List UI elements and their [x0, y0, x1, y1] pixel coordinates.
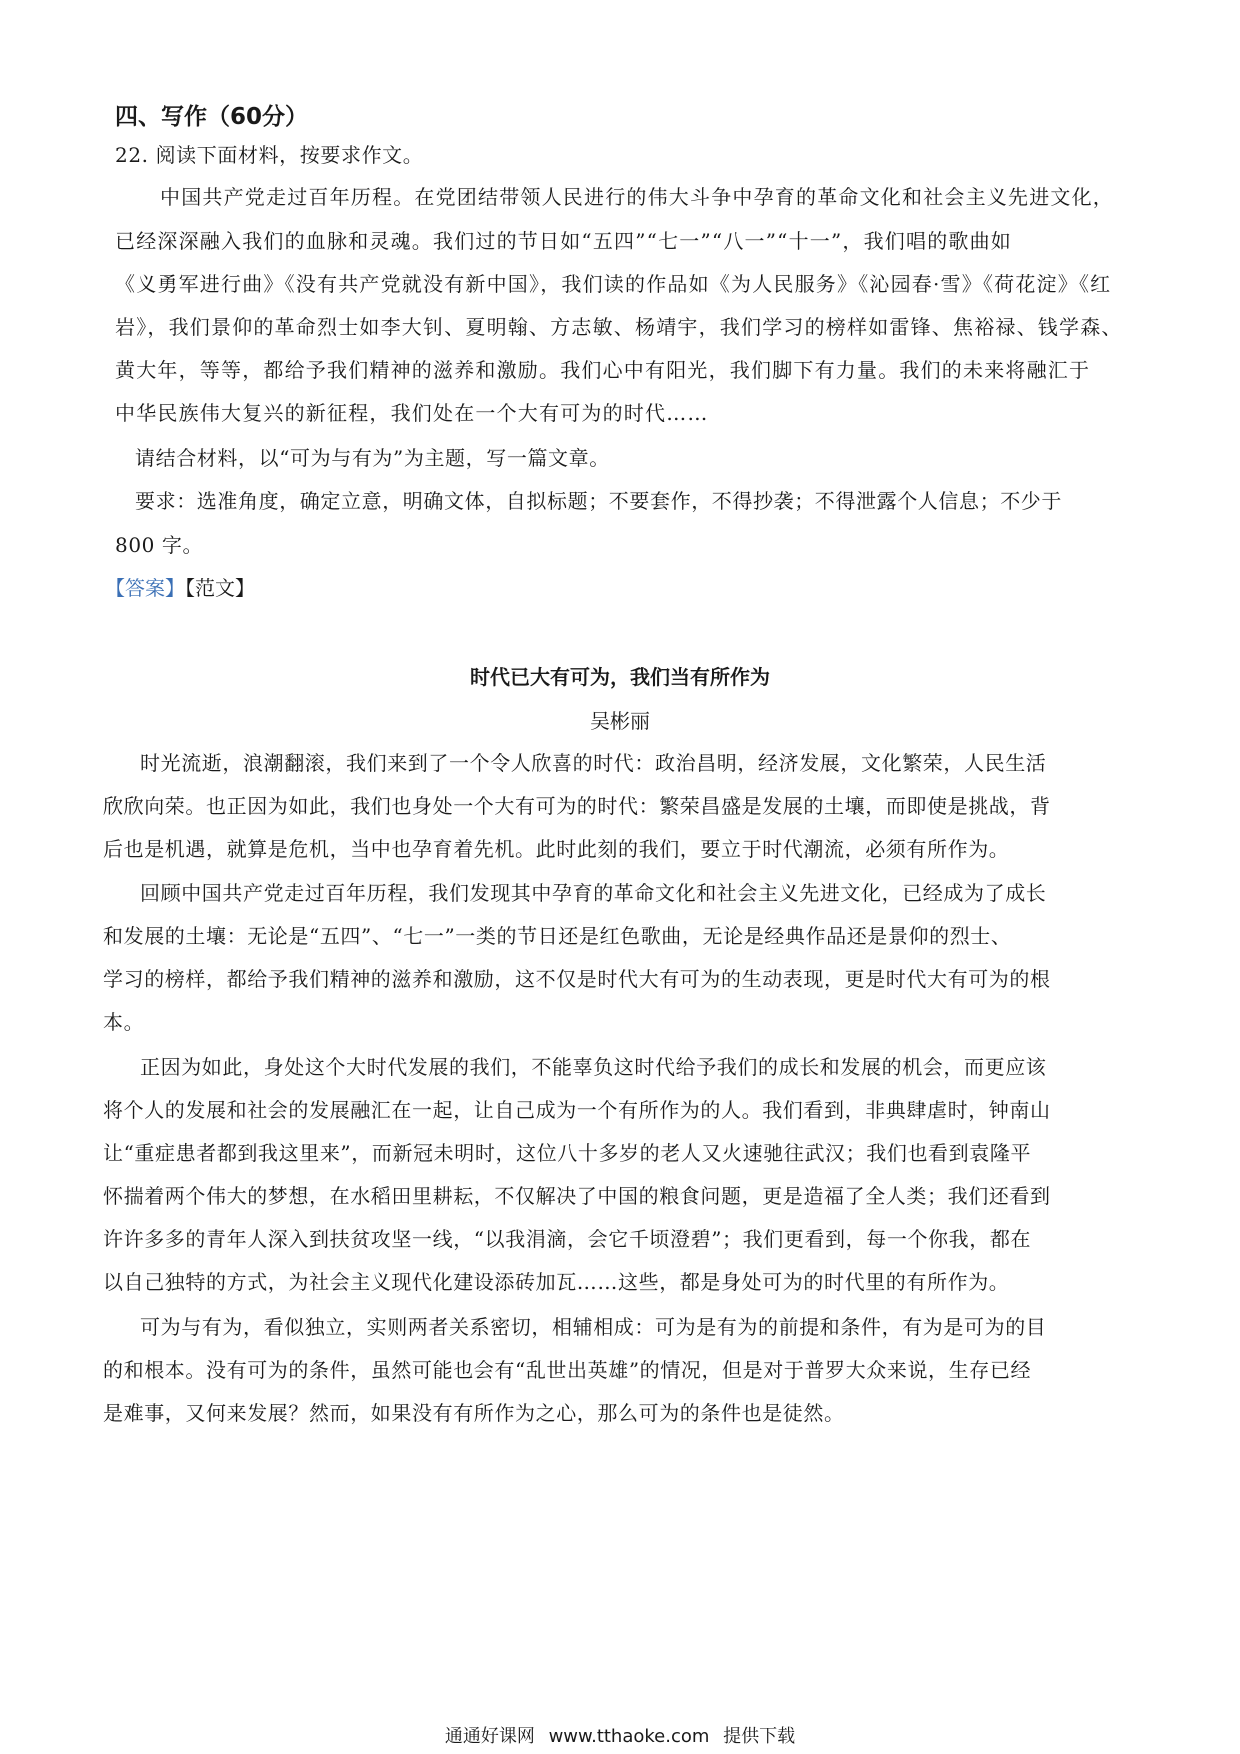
essay-line: 让“重症患者都到我这里来”，而新冠未明时，这位八十多岁的老人又火速驰往武汉；我们也看到袁隆平	[103, 1141, 1032, 1165]
footer-site-name: 通通好课网	[444, 1726, 535, 1747]
essay-title: 时代已大有可为，我们当有所作为	[470, 665, 770, 689]
essay-line: 可为与有为，看似独立，实则两者关系密切，相辅相成：可为是有为的前提和条件，有为是可为的目	[140, 1315, 1047, 1339]
essay-line: 时光流逝，浪潮翻滚，我们来到了一个令人欣喜的时代：政治昌明，经济发展，文化繁荣，人民生活	[140, 751, 1047, 775]
material-line: 黄大年，等等，都给予我们精神的滋养和激励。我们心中有阳光，我们脚下有力量。我们的未来将融汇于	[115, 358, 1091, 382]
section-heading: 四、写作（60分）	[115, 104, 309, 130]
material-line: 中华民族伟大复兴的新征程，我们处在一个大有可为的时代……	[115, 401, 709, 425]
essay-author: 吴彬丽	[590, 709, 650, 733]
material-line: 《义勇军进行曲》《没有共产党就没有新中国》，我们读的作品如《为人民服务》《沁园春·雪》《荷花淀》《红	[115, 272, 1112, 296]
footer-suffix: 提供下载	[723, 1726, 796, 1747]
task-instruction: 请结合材料，以“可为与有为”为主题，写一篇文章。	[135, 446, 610, 470]
material-line: 已经深深融入我们的血脉和灵魂。我们过的节日如“五四”“七一”“八一”“十一”，我们唱的歌曲如	[115, 229, 1012, 253]
material-line: 中国共产党走过百年历程。在党团结带领人民进行的伟大斗争中孕育的革命文化和社会主义先进文化，	[160, 185, 1114, 209]
answer-tag: 【答案】	[105, 576, 185, 600]
essay-line: 正因为如此，身处这个大时代发展的我们，不能辜负这时代给予我们的成长和发展的机会，而更应该	[140, 1055, 1047, 1079]
material-line: 岩》，我们景仰的革命烈士如李大钊、夏明翰、方志敏、杨靖宇，我们学习的榜样如雷锋、焦裕禄、钱学森、	[115, 315, 1123, 339]
essay-line: 后也是机遇，就算是危机，当中也孕育着先机。此时此刻的我们，要立于时代潮流，必须有所作为。	[103, 837, 1010, 861]
question-prompt: 22. 阅读下面材料，按要求作文。	[115, 143, 424, 167]
essay-line: 和发展的土壤：无论是“五四”、“七一”一类的节日还是红色歌曲，无论是经典作品还是景仰的烈士、	[103, 924, 1012, 948]
essay-line: 是难事，又何来发展？然而，如果没有有所作为之心，那么可为的条件也是徒然。	[103, 1401, 845, 1425]
answer-labels	[105, 574, 255, 602]
essay-line: 回顾中国共产党走过百年历程，我们发现其中孕育的革命文化和社会主义先进文化，已经成为了成长	[140, 881, 1047, 905]
model-essay-label: 【范文】	[185, 576, 255, 600]
essay-line: 将个人的发展和社会的发展融汇在一起，让自己成为一个有所作为的人。我们看到，非典肆虐时，钟南山	[103, 1098, 1051, 1122]
requirements-line: 800 字。	[115, 533, 204, 557]
requirements-line: 要求：选准角度，确定立意，明确文体，自拟标题；不要套作，不得抄袭；不得泄露个人信息；不少于	[135, 489, 1062, 513]
page-footer	[0, 1722, 1240, 1748]
essay-line: 欣欣向荣。也正因为如此，我们也身处一个大有可为的时代：繁荣昌盛是发展的土壤，而即使是挑战，背	[103, 794, 1051, 818]
essay-line: 本。	[103, 1010, 145, 1034]
essay-line: 许许多多的青年人深入到扶贫攻坚一线，“以我涓滴，会它千顷澄碧”；我们更看到，每一个你我，都在	[103, 1227, 1032, 1251]
essay-line: 的和根本。没有可为的条件，虽然可能也会有“乱世出英雄”的情况，但是对于普罗大众来说，生存已经	[103, 1358, 1032, 1382]
essay-line: 学习的榜样，都给予我们精神的滋养和激励，这不仅是时代大有可为的生动表现，更是时代大有可为的根	[103, 967, 1051, 991]
essay-line: 怀揣着两个伟大的梦想，在水稻田里耕耘，不仅解决了中国的粮食问题，更是造福了全人类；我们还看到	[103, 1184, 1051, 1208]
essay-line: 以自己独特的方式，为社会主义现代化建设添砖加瓦……这些，都是身处可为的时代里的有所作为。	[103, 1270, 1010, 1294]
footer-url: www.tthaoke.com	[548, 1726, 710, 1747]
